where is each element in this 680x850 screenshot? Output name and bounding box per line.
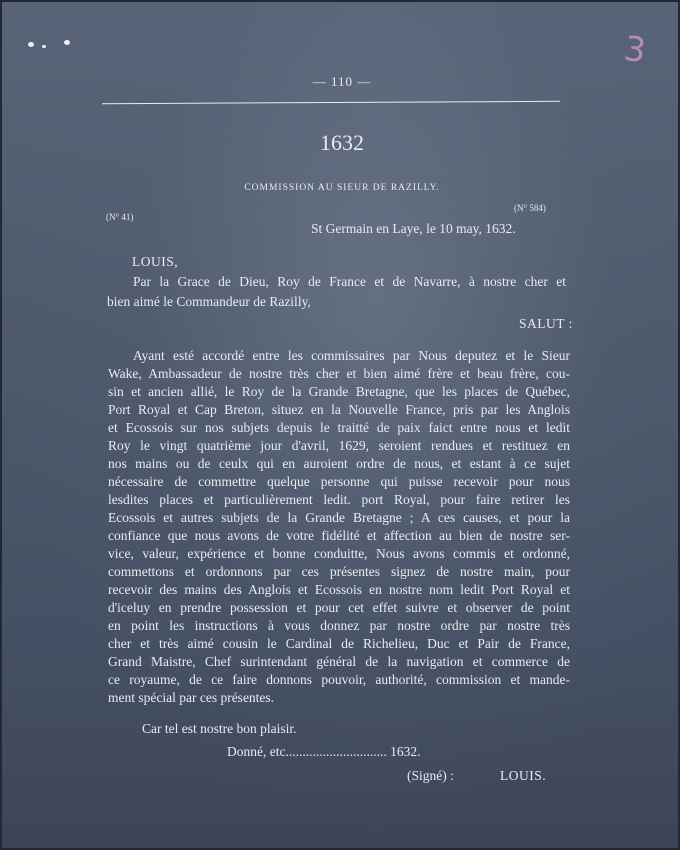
reference-number-right: (N° 584): [514, 203, 546, 213]
body-line: Ayant esté accordé entre les commissaires par Nous deputez et le Sieur: [133, 348, 570, 363]
body-line: commettons et ordonnons par ces présentes signez de nostre main, pour: [108, 564, 570, 579]
body-line: confiance que nous avons de votre fidélité et affection au bien de nostre ser-: [108, 528, 570, 543]
body-line: ment spécial par ces présentes.: [108, 690, 275, 705]
reference-number-left: (N° 41): [106, 212, 134, 222]
pencil-annotation: 3: [621, 28, 649, 72]
punch-hole: [64, 40, 70, 45]
signed-label: (Signé) :: [407, 768, 454, 783]
punch-hole: [28, 42, 34, 47]
body-line: et Ecossois sur nos subjets depuis le traitté de paix faict entre nous et ledit: [108, 420, 570, 435]
salutation-name: LOUIS,: [132, 254, 179, 269]
place-and-date: St Germain en Laye, le 10 may, 1632.: [311, 221, 516, 236]
page-number: — 110 —: [312, 74, 372, 89]
body-line: Roy le vingt quatrième jour d'avril, 1629, seroient rendues et restituez en: [108, 438, 570, 453]
given-line: Donné, etc.............................. 1632.: [227, 744, 421, 759]
punch-hole: [42, 45, 46, 48]
body-line: cher et très aimé cousin le Cardinal de Richelieu, Duc et Pair de France,: [108, 636, 570, 651]
closing-line: Car tel est nostre bon plaisir.: [142, 721, 297, 736]
body-line: Wake, Ambassadeur de nostre très cher et bien aimé frère et beau frère, cou-: [108, 366, 570, 381]
body-line: nos mains ou de ceulx qui en auroient ordre de nous, et estant à ce sujet: [108, 456, 570, 471]
body-line: d'iceluy en prendre possession et pour cet effet suivre et observer de point: [108, 600, 570, 615]
body-line: nécessaire de commettre quelque personne qui puisse recevoir pour nous: [108, 474, 570, 489]
header-rule: [102, 101, 560, 104]
document-year: 1632: [320, 130, 364, 155]
body-line: sin et ancien allié, le Roy de la Grande Bretagne, que les places de Québec,: [108, 384, 570, 399]
body-line: recevoir des mains des Anglois et Ecossois en nostre nom ledit Port Royal et: [108, 582, 570, 597]
body-line: lesdites places et particulièrement ledit. port Royal, pour faire retirer les: [108, 492, 570, 507]
body-line: vice, valeur, expérience et bonne conduitte, Nous avons commis et ordonné,: [108, 546, 570, 561]
body-line: Grand Maistre, Chef surintendant général de la navigation et commerce de: [108, 654, 570, 669]
intro-line: Par la Grace de Dieu, Roy de France et de Navarre, à nostre cher et: [133, 274, 566, 289]
body-line: Ecossois et autres subjets de la Grande Bretagne ; A ces causes, et pour la: [108, 510, 570, 525]
body-line: en point les instructions à vous donnez par nostre ordre par nostre très: [108, 618, 570, 633]
document-heading: COMMISSION AU SIEUR DE RAZILLY.: [244, 183, 440, 193]
salut-label: SALUT :: [519, 316, 573, 331]
body-line: ce royaume, de ce faire donnons pouvoir, authorité, commission et mande-: [108, 672, 570, 687]
signed-name: LOUIS.: [500, 768, 547, 783]
intro-line: bien aimé le Commandeur de Razilly,: [107, 294, 311, 309]
body-line: Port Royal et Cap Breton, situez en la Nouvelle France, pris par les Anglois: [108, 402, 570, 417]
